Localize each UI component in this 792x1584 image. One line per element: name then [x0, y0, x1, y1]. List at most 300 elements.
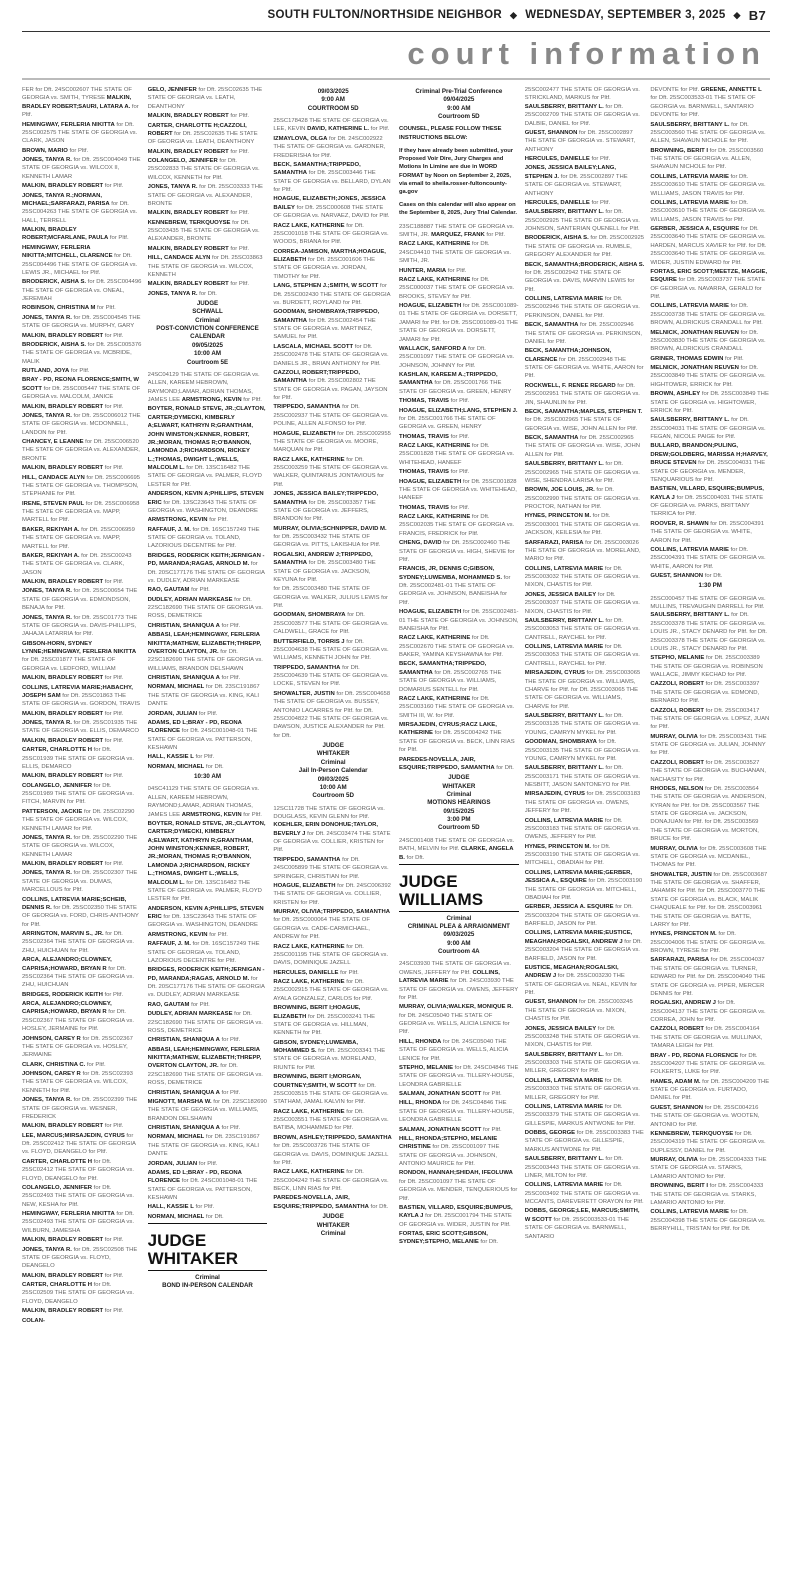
case-text: for Dft. 25SC001794 THE STATE OF GEORGIA vs. WIDER, JUSTIN for Pltf.	[399, 1213, 512, 1228]
case-entry	[525, 929, 645, 963]
attorney-names: RAFFAUF, J. M.	[147, 526, 191, 533]
attorney-names: GREENE, ANNETTE L	[700, 87, 762, 93]
case-entry	[22, 869, 142, 894]
attorney-names: HALL, KASSIE L	[147, 1204, 194, 1211]
case-text: for Pltf.	[369, 126, 390, 133]
case-entry	[399, 1204, 519, 1229]
attorney-names: CHRISTIAN, SHANIQUA A	[147, 1125, 220, 1132]
attorney-names: NORMAN, MICHAEL	[147, 1213, 205, 1220]
attorney-names: HILL, RHONDA;STEPHO, MELANIE CHRISTINE	[399, 1135, 498, 1151]
case-text: for Dft. 25SC004031 THE STATE OF GEORGIA vs. FEGAN, NICOLE PAIGE for Pltf.	[650, 417, 766, 440]
attorney-names: PATTERSON, JACKIE	[22, 808, 83, 815]
case-entry	[273, 611, 393, 636]
case-entry	[273, 1039, 393, 1073]
attorney-names: KENNEBREW, TERKQUOYSE	[147, 219, 231, 226]
attorney-names: MALKIN, BRADLEY ROBERT;SAURI, LATARA A.	[22, 95, 132, 110]
case-text: for Dft. 25SC001766 THE STATE OF GEORGIA vs. GREEN, HENRY	[399, 415, 496, 431]
case-entry	[525, 617, 645, 642]
case-entry	[22, 226, 142, 243]
case-text: for Dft. 25SC002035 THE STATE OF GEORGIA vs. FRANCIS, FREDRICK for Pltf.	[399, 514, 515, 537]
case-entry	[22, 367, 142, 375]
attorney-names: HERCULES, DANIELLE	[273, 969, 339, 976]
attorney-names: ARCA, ALEJANDRO;CLOWNEY, CAPRISA;HOWARD, BRYAN R	[22, 1001, 112, 1016]
case-text: for Dft. 25SC004263 THE STATE OF GEORGIA vs. HALL, TERRELL	[22, 200, 138, 224]
case-text: for Dft. 25SC002942 THE STATE OF GEORGIA vs. DAVIS, MARVIN LEWIS for Pltf.	[524, 269, 635, 293]
case-text: for Dft. 25SC03435 THE STATE OF GEORGIA vs. ALEXANDER, BRONTE	[147, 219, 260, 243]
calendar-heading-line: Courtroom 5E	[186, 358, 229, 366]
attorney-names: ANDERSON, KEVIN A;PHILLIPS, STEVEN ERIC	[147, 905, 264, 921]
case-text: for Dft. 25SC003608 THE STATE OF GEORGIA vs. MCDANIEL, THOMAS for Pltf.	[650, 845, 767, 869]
attorney-names: MIRSAJEDIN, CYRUS;RACZ LAKE, KATHERINE	[399, 722, 497, 737]
attorney-names: FRANCIS, JR, DENNIS C;GIBSON, SYDNEY;LUWEMBA, MOHAMMED S.	[399, 566, 502, 581]
case-entry	[525, 86, 645, 128]
case-entry	[525, 790, 645, 815]
case-text: for Dft. 25SC004658 THE STATE OF GEORGIA vs. BUSSEY, ANTONIO LACARRES for Pltf. for Dft. 25SC004822 THE STATE OF GEORGIA vs. DAWSON, JUSTICE ALEXANDER for Pltf. for Dft.	[273, 690, 391, 739]
case-text: for Dft. 25SC002990 THE STATE OF GEORGIA vs. PROCTOR, NATHAN for Pltf.	[524, 487, 640, 510]
session-time-text: 1:30 PM	[698, 582, 722, 590]
attorney-names: MIRSAJEDIN, CYRUS	[524, 670, 585, 677]
attorney-names: JONES, TANYA R.	[22, 614, 72, 621]
case-text: for Dft. 25SC003341 THE STATE OF GEORGIA vs. MORELAND, RIUNTE for Pltf.	[273, 1048, 386, 1071]
case-entry	[148, 763, 268, 771]
attorney-names: SAULSBERRY, BRITTANY L.	[524, 765, 604, 772]
attorney-names: BRODERICK, AISHA S.	[22, 341, 87, 348]
attorney-names: THOMAS, TRAVIS	[399, 398, 449, 405]
case-entry	[22, 737, 142, 745]
attorney-names: JONES, JESSICA BAILEY;LANG, STEPHEN J.	[524, 165, 617, 180]
case-text: for Dft. 25SC003135 THE STATE OF GEORGIA vs. YOUNG, CAMRYN MYKEL for Pltf.	[524, 739, 640, 762]
attorney-names: MELNICK, JONATHAN REUVEN	[650, 365, 739, 371]
section-title: court information	[407, 36, 766, 71]
case-entry	[399, 302, 519, 344]
attorney-names: HERCULES, DANIELLE	[524, 199, 590, 206]
attorney-names: BRIDGES, RODERICK KEITH;JERNIGAN - PD, MARANDA;RAGAS, ARNOLD M.	[147, 552, 265, 568]
attorney-names: JORDAN, JULIAN	[147, 710, 198, 717]
page-number: B7	[748, 7, 766, 23]
case-entry	[273, 135, 393, 160]
case-entry	[650, 355, 770, 363]
case-entry	[22, 1122, 142, 1130]
case-text: for Pltf.	[103, 675, 124, 682]
calendar-heading-line: Courtroom 4A	[438, 948, 480, 956]
case-entry	[525, 903, 645, 928]
case-text: for Dft. 25SC003160 THE STATE OF GEORGIA vs. SMITH III, W. for Pltf.	[399, 695, 515, 719]
case-entry	[22, 1272, 142, 1280]
judge-rule	[148, 1223, 268, 1224]
case-text: for Dft. 25SC02509 THE STATE OF GEORGIA vs. FLOYD, DEANGELO	[22, 1282, 134, 1305]
case-text: for Dft. 25SC004242 THE STATE OF GEORGIA vs. BECK, LINN RIAS for Pltf.	[399, 730, 515, 754]
attorney-names: CHRISTIAN, SHANIQUA A	[147, 1037, 220, 1044]
attorney-names: PAREDES-NOVELLA, JAIR, ESQUIRE;TRIPPEDO, SAMANTHA	[273, 1195, 369, 1210]
case-entry	[525, 1025, 645, 1050]
case-entry	[525, 643, 645, 668]
attorney-names: HALL, KASSIE L	[147, 754, 194, 761]
case-text: for Dft. 20SC177176 THE STATE OF GEORGIA vs. DUDLEY, ADRIAN MARKEASE	[147, 561, 265, 584]
listing-column	[148, 86, 268, 1576]
case-text: for Dft. 22SC182690 THE STATE OF GEORGIA vs. ROSS, DEMETRICE	[147, 1063, 263, 1087]
case-entry	[273, 369, 393, 403]
case-entry	[148, 1160, 268, 1168]
case-text: for Dft. 25SC003560 THE STATE OF GEORGIA vs. ALLEN, SHAVAUN NICHOLE for Pltf.	[650, 121, 766, 145]
case-text: for Pltf.	[108, 235, 129, 242]
case-entry	[399, 634, 519, 659]
case-text: for Pltf.	[103, 579, 124, 585]
case-text: for Pltf.	[723, 355, 744, 362]
case-entry	[399, 695, 519, 720]
attorney-names: ROBINSON, CHRISTINA M	[22, 305, 96, 312]
attorney-names: GOODMAN, SHOMBRAYA;TRIPPEDO, SAMANTHA	[273, 309, 380, 324]
case-text: for Pltf.	[448, 398, 470, 405]
case-text: for Dft. 25SC006958 THE STATE OF GEORGIA vs. MAPP, MARTELL for Pltf.	[22, 500, 140, 524]
attorney-names: COLANGELO, JENNIFER	[22, 782, 93, 789]
case-text: for Dft. 25SC02364 THE STATE OF GEORGIA vs. ZHU, HUICHUAN for Pltf.	[22, 931, 134, 954]
case-entry	[650, 1208, 770, 1233]
case-entry	[22, 182, 142, 190]
case-text: for Pltf.	[193, 1204, 215, 1211]
attorney-names: SAULSBERRY, BRITTANY L.	[524, 103, 604, 110]
case-text: for Dft. 25SC002946 THE STATE OF GEORGIA vs. PERKINSON, DANIEL for Pltf.	[524, 322, 642, 345]
case-text: for Dft. 25SC001828 THE STATE OF GEORGIA vs. WHITEHEAD, HANEEF	[399, 478, 517, 502]
attorney-names: IZMAYLOVA, OLGA	[273, 135, 328, 142]
case-text: for Dft. 25SC003183 THE STATE OF GEORGIA vs. OWENS, JEFFERY for Pltf.	[524, 791, 641, 815]
attorney-names: ADAMS, ED L;BRAY - PD, REONA FLORENCE	[147, 719, 242, 735]
attorney-names: MIRSAJEDIN, CYRUS	[524, 791, 585, 798]
case-text: for Pltf.	[103, 773, 124, 780]
attorney-names: CAZZOLI, ROBERT	[650, 759, 705, 766]
case-text: for Dft. 25SC003610 THE STATE OF GEORGIA vs. WILLIAMS, JASON TRAVIS for Pltf.	[650, 199, 766, 223]
case-entry	[650, 845, 770, 870]
calendar-heading-line: Courtroom 5D	[312, 792, 354, 800]
calendar-heading-line: JUDGE	[322, 1213, 344, 1221]
case-text: for Dft. 25SC002951 THE STATE OF GEORGIA vs. JIN, SHAUNLIN for Pltf.	[524, 382, 640, 406]
case-text: for Dft. 25SC006959 THE STATE OF GEORGIA vs. MAPP, MARTELL for Pltf.	[22, 526, 135, 550]
case-entry	[22, 1000, 142, 1034]
attorney-names: SAULSBERRY, BRITTANY L.	[524, 1051, 604, 1058]
attorney-names: ABBASI, LEAH;HEMINGWAY, FERLERIA NIKITTA;MATHEW, ELIZABETH;THREPP, OVERTON CLAYTON, JR.	[147, 1046, 262, 1070]
case-text: for Dft. 25SC003687 THE STATE OF GEORGIA vs. SHAFFER, JAHAMIR for Pltf. for Dft. 25SC003770 THE STATE OF GEORGIA vs. BLACK, MALIK CHAQUEALE for Pltf. for Dft. 25SC003961 THE STATE OF GEORGIA vs. BATTE, LARRY for Pltf.	[650, 871, 768, 928]
case-entry	[525, 1129, 645, 1154]
attorney-names: HYNES, PRINCETON M.	[650, 931, 717, 938]
case-entry	[22, 782, 142, 807]
case-text: for Dft. 25SC004333 THE STATE OF GEORGIA vs. STARKS, LAMARIO ANTONIO for Pltf.	[650, 1183, 764, 1206]
calendar-heading-line: 09/03/2025	[317, 775, 349, 783]
case-entry	[22, 956, 142, 990]
attorney-names: COLLINS, LATREVIA MARIE	[650, 173, 729, 180]
case-text: for Dft. 25SC001018 THE STATE OF GEORGIA vs. WOODS, BRIANA for Pltf.	[273, 222, 389, 246]
case-text: for Pltf.	[197, 710, 218, 717]
attorney-names: ANDERSON, KEVIN A;PHILLIPS, STEVEN ERIC	[147, 491, 264, 506]
attorney-names: DAVID, KATHERINE L.	[307, 126, 370, 133]
case-entry	[148, 1098, 268, 1123]
attorney-names: BROWN, MARIO	[22, 147, 68, 154]
attorney-names: ROCKWELL, F. RENEE REGARD	[524, 382, 616, 389]
calendar-heading-line: 3:00 PM	[447, 816, 471, 824]
case-text: for Dft. 25SC003389 THE STATE OF GEORGIA vs. ROBINSON WALLACE, JIMMY KECHAD for Pltf.	[650, 655, 763, 679]
case-entry	[22, 1158, 142, 1183]
case-entry	[273, 222, 393, 247]
case-entry	[525, 1155, 645, 1180]
case-entry	[525, 261, 645, 295]
case-text: for Dft. 25SC002430 THE STATE OF GEORGIA vs. BURDETT, ROYLAND for Pltf.	[273, 283, 391, 306]
calendar-heading-line: Criminal	[195, 1273, 220, 1281]
case-entry	[22, 1184, 142, 1209]
case-entry	[650, 520, 770, 545]
calendar-heading-line: CALENDAR	[190, 333, 225, 341]
case-entry	[650, 759, 770, 784]
attorney-names: JONES, TANYA R.	[22, 1097, 72, 1104]
calendar-heading-line: Criminal	[320, 1229, 346, 1237]
attorney-names: BECK, SAMANTHA;MAPLES, STEPHEN T.	[524, 408, 643, 415]
attorney-names: JOHNSON, CAREY R	[22, 1035, 81, 1042]
case-text: for Dft. 25SC02350 THE STATE OF GEORGIA vs. FORD, CHRIS-ANTHONY for Pltf.	[22, 904, 139, 928]
attorney-names: ARMSTRONG, KEVIN	[181, 397, 242, 403]
attorney-names: SAULSBERRY, BRITTANY L.	[524, 461, 604, 468]
case-text: for Dft. 25SC003248 THE STATE OF GEORGIA vs. NIXON, CHASTIS for Pltf.	[524, 1025, 640, 1049]
case-entry	[22, 86, 142, 120]
case-text: for Dft. 25SC01939 THE STATE OF GEORGIA vs. ELLIS, DEMARCO	[22, 747, 134, 770]
case-text: for Pltf.	[207, 517, 228, 524]
case-text: for Dft. 25SC003183 THE STATE OF GEORGIA vs. OWENS, JEFFERY for Pltf.	[524, 817, 640, 841]
case-text: for Dft. 13SC23643 THE STATE OF GEORGIA vs. WASHINGTON, DEANDRE	[147, 499, 258, 514]
case-text: for Dft. 25SC003480 THE STATE OF GEORGIA vs. WALKER, JULIUS LEWIS for Pltf.	[273, 586, 389, 610]
case-entry	[650, 595, 770, 654]
attorney-names: HILL, RHONDA	[399, 1100, 442, 1107]
attorney-names: HOAGUE, ELIZABETH	[273, 430, 336, 437]
case-entry	[148, 905, 268, 930]
case-entry	[148, 940, 268, 965]
case-text: for Dft. 25SC002925 THE STATE OF GEORGIA vs. RUMBLE, GREGORY ALEXANDER for Pltf.	[524, 235, 645, 259]
case-text: for Pltf.	[22, 103, 139, 119]
case-entry	[22, 332, 142, 340]
calendar-heading	[273, 742, 393, 801]
calendar-heading-line: Criminal	[446, 790, 472, 798]
attorney-names: JONES, JESSICA BAILEY	[524, 1025, 597, 1032]
attorney-names: THOMAS, TRAVIS	[399, 504, 449, 511]
case-text: for Dft. 25SC005376 THE STATE OF GEORGIA vs. MCBRIDE, MALIK	[22, 341, 142, 365]
case-text: for Pltf.	[207, 931, 228, 938]
attorney-names: COLLINS, LATREVIA MARIE;EUSTICE, MEAGHAN;ROGALSKI, ANDREW J	[524, 930, 633, 945]
case-text: for Dft. 25SC003379 THE STATE OF GEORGIA vs. GILLESPIE, MARKUS ANTWONE for Pltf.	[524, 1103, 640, 1127]
case-text: for Pltf.	[338, 969, 359, 976]
case-entry	[148, 209, 268, 217]
attorney-names: RACZ LAKE, KATHERINE	[399, 635, 471, 642]
calendar-heading-line: CRIMINAL PLEA & ARRAIGNMENT	[407, 922, 510, 930]
calendar-heading-line: 09/03/2025	[317, 88, 349, 95]
case-entry	[148, 1046, 268, 1088]
attorney-names: TRIPPEDO, SAMANTHA	[273, 404, 341, 411]
case-text: for Dft. 25SC003190 THE STATE OF GEORGIA vs. MITCHELL, OBADIAH for Pltf.	[524, 878, 643, 901]
case-text: for Dft. 25SC002948 THE STATE OF GEORGIA vs. WHITE, AARON for Pltf.	[524, 356, 644, 380]
calendar-heading-line: Courtroom 5D	[438, 824, 480, 832]
attorney-names: SALMAN, JONATHAN SCOTT	[399, 1126, 482, 1133]
attorney-names: EUSTICE, MEAGHAN;ROGALSKI, ANDREW J	[524, 964, 619, 980]
case-text: for Dft. 25SC02412 THE STATE OF GEORGIA vs. FLOYD, DEANGELO for Pltf.	[22, 1132, 136, 1156]
calendar-heading-line: POST-CONVICTION CONFERENCE	[156, 325, 259, 333]
case-entry	[525, 869, 645, 903]
case-text: for Dft. 25SC004639 THE STATE OF GEORGIA vs. LOCKE, STEVEN for Pltf.	[273, 664, 389, 688]
case-text: for Dft. 25SC004209 THE STATE OF GEORGIA vs. FURTADO, DANIEL for Pltf.	[650, 1078, 770, 1102]
case-entry	[148, 596, 268, 621]
judge-name-line: WHITAKER	[147, 1249, 239, 1269]
case-entry	[650, 654, 770, 679]
attorney-names: HEMINGWAY, FERLERIA NIKITTA	[22, 121, 115, 128]
case-entry	[22, 314, 142, 331]
case-entry	[148, 820, 268, 904]
case-text: for Dft. 25SC003480 THE STATE OF GEORGIA vs. JACKSON, KEYUNA for Pltf.	[273, 560, 376, 583]
calendar-heading-line: COURTROOM 5D	[307, 104, 359, 112]
case-entry	[399, 837, 519, 862]
case-entry	[148, 86, 268, 111]
attorney-names: CARTER, CHARLOTTE H	[22, 1158, 93, 1165]
attorney-names: LASCALA, MICHAEL SCOTT	[273, 343, 354, 350]
case-text: for Dft. 25SC003032 THE STATE OF GEORGIA vs. NIXON, CHASTIS for Pltf.	[524, 565, 640, 589]
case-text: for Pltf.	[219, 675, 241, 681]
case-entry	[273, 638, 393, 663]
attorney-names: BROWN, ASHLEY;TRIPPEDO, SAMANTHA	[273, 1134, 392, 1141]
case-entry	[273, 551, 393, 585]
case-text: for Dft. 25SC004006 THE STATE OF GEORGIA vs. BROWN, TYRESE for Pltf.	[650, 931, 766, 955]
case-text: for Dft. 23SC191867 THE STATE OF GEORGIA vs. KING, KALI DANTE	[147, 684, 260, 708]
attorney-names: MALKIN, BRADLEY ROBERT	[147, 245, 229, 252]
case-entry	[399, 276, 519, 301]
calendar-heading-line: Criminal	[320, 758, 346, 766]
calendar-heading-line: 9:00 AM	[321, 96, 345, 104]
case-text: for Dft. 24SC001048-01 THE STATE OF GEORGIA vs. PATTERSON, KESHAWN	[147, 728, 258, 751]
attorney-names: MALKIN, BRADLEY ROBERT	[22, 710, 104, 717]
attorney-names: IRENE, STEVEN PAUL	[22, 500, 85, 507]
case-entry	[22, 614, 142, 639]
case-entry	[525, 1103, 645, 1128]
case-text: for Dft.	[368, 1203, 389, 1210]
case-text: for Dft. 25SC003577 THE STATE OF GEORGIA vs. CALDWELL, GRACE for Pltf.	[273, 612, 389, 636]
case-text: for Pltf.	[228, 210, 250, 217]
attorney-names: BECK, SAMANTHA;BRODERICK, AISHA S.	[524, 261, 645, 268]
attorney-names: CHENG, DAVID	[399, 540, 442, 547]
attorney-names: JONES, TANYA R.	[22, 870, 72, 877]
attorney-names: JONES, JESSICA BAILEY	[524, 591, 597, 598]
attorney-names: SAULSBERRY, BRITTANY L.	[524, 617, 604, 624]
case-entry	[148, 631, 268, 673]
case-entry	[22, 403, 142, 411]
case-text: for Pltf.	[228, 113, 250, 120]
case-text: for Pltf.	[102, 991, 124, 998]
case-text: for Dft. 25SC003849 THE STATE OF GEORGIA vs. HIGHTOWER, ERRICK for Pltf.	[650, 365, 766, 388]
case-entry	[148, 112, 268, 120]
calendar-heading-line: WHITAKER	[316, 1221, 350, 1229]
case-text: for Dft. 25SC004638 THE STATE OF GEORGIA vs. WILLIAMS, KENNETH JOHN for Pltf.	[273, 638, 389, 662]
attorney-names: RAO, GAUTAM	[147, 587, 190, 594]
attorney-names: HOAGUE, ELIZABETH	[273, 882, 336, 889]
attorney-names: CLARK, CHRISTINA C.	[22, 1061, 86, 1068]
case-text: for Dft. 25SC004496 THE STATE OF GEORGIA vs. ONEAL, JEREMIAH	[22, 279, 142, 302]
case-entry	[273, 403, 393, 428]
case-text: FER for Dft. 24SC002607 THE STATE OF GEORGIA vs. SMITH, TYRESE	[22, 87, 132, 102]
attorney-names: ARMSTRONG, KEVIN	[181, 811, 242, 818]
case-entry	[148, 622, 268, 630]
case-entry	[273, 161, 393, 195]
case-entry	[650, 785, 770, 844]
attorney-names: RACZ LAKE, KATHERINE	[399, 695, 471, 702]
case-text: for Dft. 25SC003397 THE STATE OF GEORGIA vs. EDMOND, BERNARD for Pltf.	[650, 681, 760, 705]
attorney-names: MURRAY, OLIVIA;WALKER, MONIQUE R.	[399, 1004, 514, 1011]
case-entry	[148, 1203, 268, 1211]
case-text: for Dft. 25SC003849 THE STATE OF GEORGIA vs. HIGHTOWER, ERRICK for Pltf.	[650, 391, 769, 414]
case-entry	[22, 156, 142, 181]
case-entry	[148, 1036, 268, 1044]
case-entry	[22, 896, 142, 930]
case-entry	[399, 1003, 519, 1037]
case-text: for Dft. 25SC02367 THE STATE OF GEORGIA vs. HOSLEY, JERMAINE	[22, 1035, 133, 1059]
case-text: for Dft. 24SC005899 THE STATE OF GEORGIA vs. SPRINGER, CHRISTIAN for Pltf.	[273, 856, 389, 880]
case-text: for Dft. 25SC004049 THE STATE OF GEORGIA vs. WILCOX II, KENNETH LAMAR	[22, 157, 141, 180]
case-text: for Dft. 25SC002897 THE STATE OF GEORGIA vs. STEWART, ANTHONY	[524, 173, 628, 197]
case-entry	[273, 690, 393, 740]
case-text: for Pltf.	[85, 1061, 106, 1068]
case-text: for Dft. 24SC006392 THE STATE OF GEORGIA vs. COLLIER, KRISTEN for Pltf.	[273, 882, 391, 906]
case-entry	[650, 442, 770, 484]
case-entry	[148, 683, 268, 708]
case-text: for Dft. 25SC002915 THE STATE OF GEORGIA vs. AYALA GONZALEZ, CARLOS for Pltf.	[273, 979, 389, 1002]
case-entry	[399, 513, 519, 538]
listing-column	[525, 86, 645, 1576]
case-entry	[525, 998, 645, 1023]
case-entry	[399, 433, 519, 441]
attorney-names: GUEST, SHANNON	[650, 1104, 704, 1111]
attorney-names: GOODMAN, SHOMBRAYA	[273, 612, 346, 619]
case-entry	[273, 969, 393, 977]
case-text: for Dft. 25SC02635 THE STATE OF GEORGIA vs. LEATH, DEANTHONY	[147, 130, 258, 146]
case-text: for Dft. 25SC003204 THE STATE OF GEORGIA vs. BARFIELD, JASON for Pltf.	[524, 904, 640, 927]
case-text: for Dft. 20SC177176 THE STATE OF GEORGIA vs. DUDLEY, ADRIAN MARKEASE	[147, 975, 265, 999]
case-text: for Pltf.	[189, 1001, 210, 1008]
attorney-names: NORMAN, MICHAEL	[147, 1134, 205, 1141]
attorney-names: BAKER, REKIYAH A.	[22, 552, 80, 559]
case-entry	[650, 733, 770, 758]
attorney-names: COLLINS, LATREVIA MARIE;GERBER, JESSICA A., ESQUIRE	[524, 869, 633, 885]
attorney-names: BROWN, JOE LOUIS, JR.	[524, 487, 595, 494]
attorney-names: NORMAN, MICHAEL	[147, 763, 205, 770]
case-text: for Dft. 25SC02367 THE STATE OF GEORGIA vs. HOSLEY, JERMAINE for Pltf.	[22, 1009, 134, 1033]
case-text: for Dft. 25SC003053 THE STATE OF GEORGIA vs. CANTRELL, RAYCHEL for Pltf.	[524, 617, 640, 641]
judge-rule	[399, 911, 519, 912]
case-text: for Pltf.	[228, 245, 250, 252]
case-text: 12SC11728 THE STATE OF GEORGIA vs. DOUGLASS, KEVIN GLENN for Pltf.	[273, 805, 385, 820]
case-text: for Pltf.	[193, 754, 215, 761]
attorney-names: CARTER, CHARLOTTE H	[22, 1282, 93, 1288]
case-text: for Dft. 25SC02833 THE STATE OF GEORGIA vs. WILCOX, KENNETH for Pltf.	[147, 158, 260, 181]
case-text: for Dft. 25SC02290 THE STATE OF GEORGIA vs. WILCOX, KENNETH LAMAR for Pltf.	[22, 808, 135, 832]
attorney-names: DOBBS, GEORGE;LEE, MARCUS;SMITH, W SCOTT	[524, 1208, 640, 1223]
attorney-names: SHOWALTER, JUSTIN	[273, 690, 335, 697]
case-text: for Pltf.	[448, 504, 470, 511]
case-text: for Dft. 25SC00243 THE STATE OF GEORGIA vs. CLARK, JASON	[22, 552, 132, 576]
case-text: for Dft. 25SC004207 THE STATE OF GEORGIA vs. FOLKERTS, LUKE for Pltf.	[650, 1052, 766, 1076]
attorney-names: DUDLEY, ADRIAN MARKEASE	[147, 1011, 233, 1018]
attorney-names: COLLINS, LATREVIA MARIE;HABACHY, JOSEPH SAM	[22, 684, 133, 699]
case-entry	[525, 738, 645, 763]
case-entry	[22, 1317, 142, 1325]
listing-column	[273, 86, 393, 1576]
attorney-names: JONES, TANYA R.	[147, 184, 198, 191]
case-text: 24SC04129 THE STATE OF GEORGIA vs. ALLEN, KAREEM HEBROWN, RAYMOND;LAMAR, ADRIAN THOMAS, JAMES LEE	[147, 371, 260, 403]
attorney-names: FORTAS, ERIC SCOTT;GIBSON, SYDNEY;STEPHO, MELANIE	[399, 1231, 488, 1246]
case-text: for Dft. 24SC04846 THE STATE OF GEORGIA vs. TILLERY-HOUSE, LEONDRA GABRIELLE	[399, 1100, 515, 1124]
case-entry	[148, 753, 268, 761]
case-entry	[273, 456, 393, 490]
case-text: for Dft. 25SC002965 THE STATE OF GEORGIA vs. WISE, JOHN ALLEN for Pltf.	[524, 417, 638, 432]
case-entry	[650, 390, 770, 415]
calendar-heading-line: Jail In-Person Calendar	[298, 767, 368, 775]
